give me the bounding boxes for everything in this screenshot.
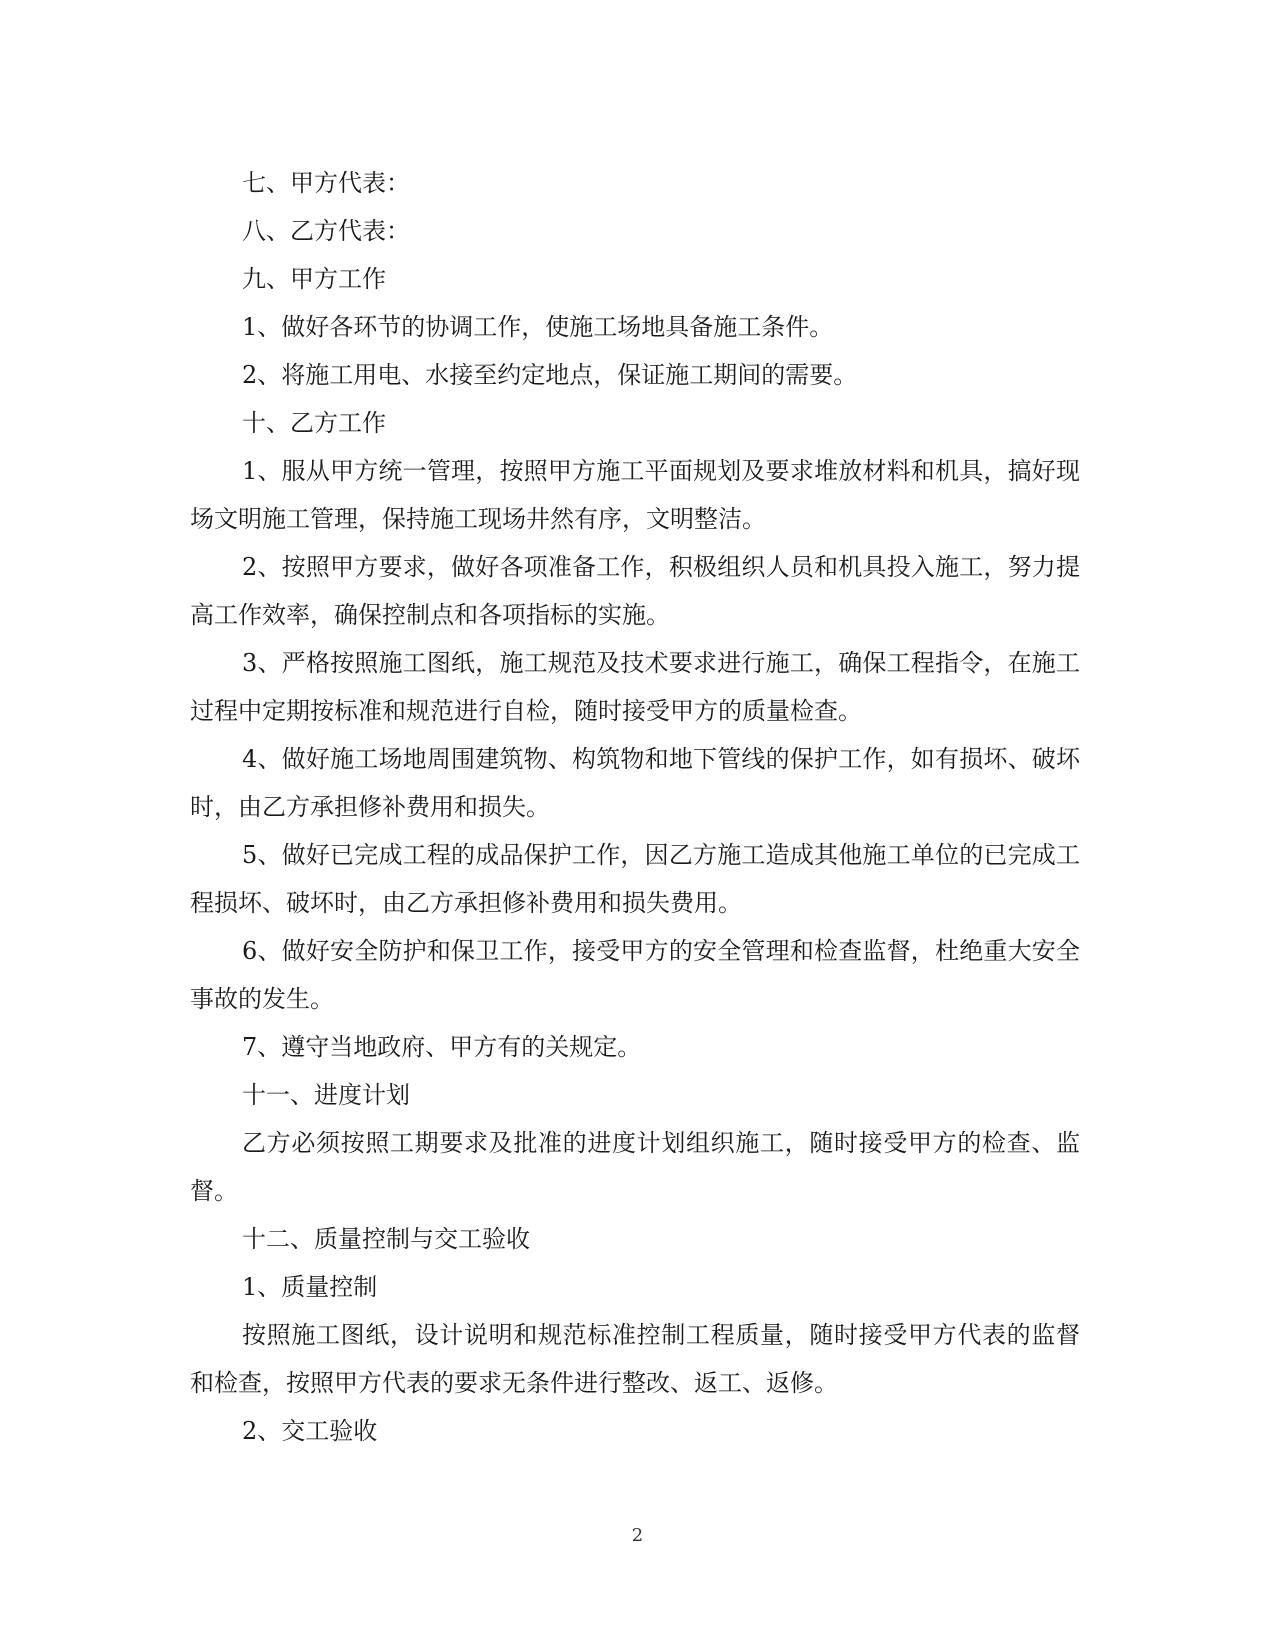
subsection-heading: 1、质量控制 xyxy=(242,1273,378,1301)
paragraph: 4、做好施工场地周围建筑物、构筑物和地下管线的保护工作，如有损坏、破坏时，由乙方承担修补费用和损失。 xyxy=(190,745,1080,821)
paragraph: 6、做好安全防护和保卫工作，接受甲方的安全管理和检查监督，杜绝重大安全事故的发生。 xyxy=(190,937,1080,1013)
subsection-heading: 2、交工验收 xyxy=(242,1417,378,1445)
paragraph: 按照施工图纸，设计说明和规范标准控制工程质量，随时接受甲方代表的监督和检查，按照甲方代表的要求无条件进行整改、返工、返修。 xyxy=(190,1321,1080,1397)
section-heading-11: 十一、进度计划 xyxy=(242,1081,410,1109)
paragraph: 1、服从甲方统一管理，按照甲方施工平面规划及要求堆放材料和机具，搞好现场文明施工管理，保持施工现场井然有序，文明整洁。 xyxy=(190,457,1080,533)
paragraph: 3、严格按照施工图纸，施工规范及技术要求进行施工，确保工程指令，在施工过程中定期按标准和规范进行自检，随时接受甲方的质量检查。 xyxy=(190,649,1080,725)
section-heading-9: 九、甲方工作 xyxy=(242,265,386,293)
paragraph: 1、做好各环节的协调工作，使施工场地具备施工条件。 xyxy=(242,313,834,341)
paragraph: 5、做好已完成工程的成品保护工作，因乙方施工造成其他施工单位的已完成工程损坏、破坏时，由乙方承担修补费用和损失费用。 xyxy=(190,841,1080,917)
document-body xyxy=(190,159,1080,1455)
paragraph: 乙方必须按照工期要求及批准的进度计划组织施工，随时接受甲方的检查、监督。 xyxy=(190,1129,1080,1205)
section-heading-10: 十、乙方工作 xyxy=(242,409,386,437)
paragraph: 2、将施工用电、水接至约定地点，保证施工期间的需要。 xyxy=(242,361,858,389)
section-heading-12: 十二、质量控制与交工验收 xyxy=(242,1225,530,1253)
page-number: 2 xyxy=(631,1525,644,1546)
paragraph: 7、遵守当地政府、甲方有的关规定。 xyxy=(242,1033,642,1061)
paragraph: 2、按照甲方要求，做好各项准备工作，积极组织人员和机具投入施工，努力提高工作效率，确保控制点和各项指标的实施。 xyxy=(190,553,1080,629)
section-heading-8: 八、乙方代表： xyxy=(242,217,410,245)
section-heading-7: 七、甲方代表： xyxy=(242,169,410,197)
